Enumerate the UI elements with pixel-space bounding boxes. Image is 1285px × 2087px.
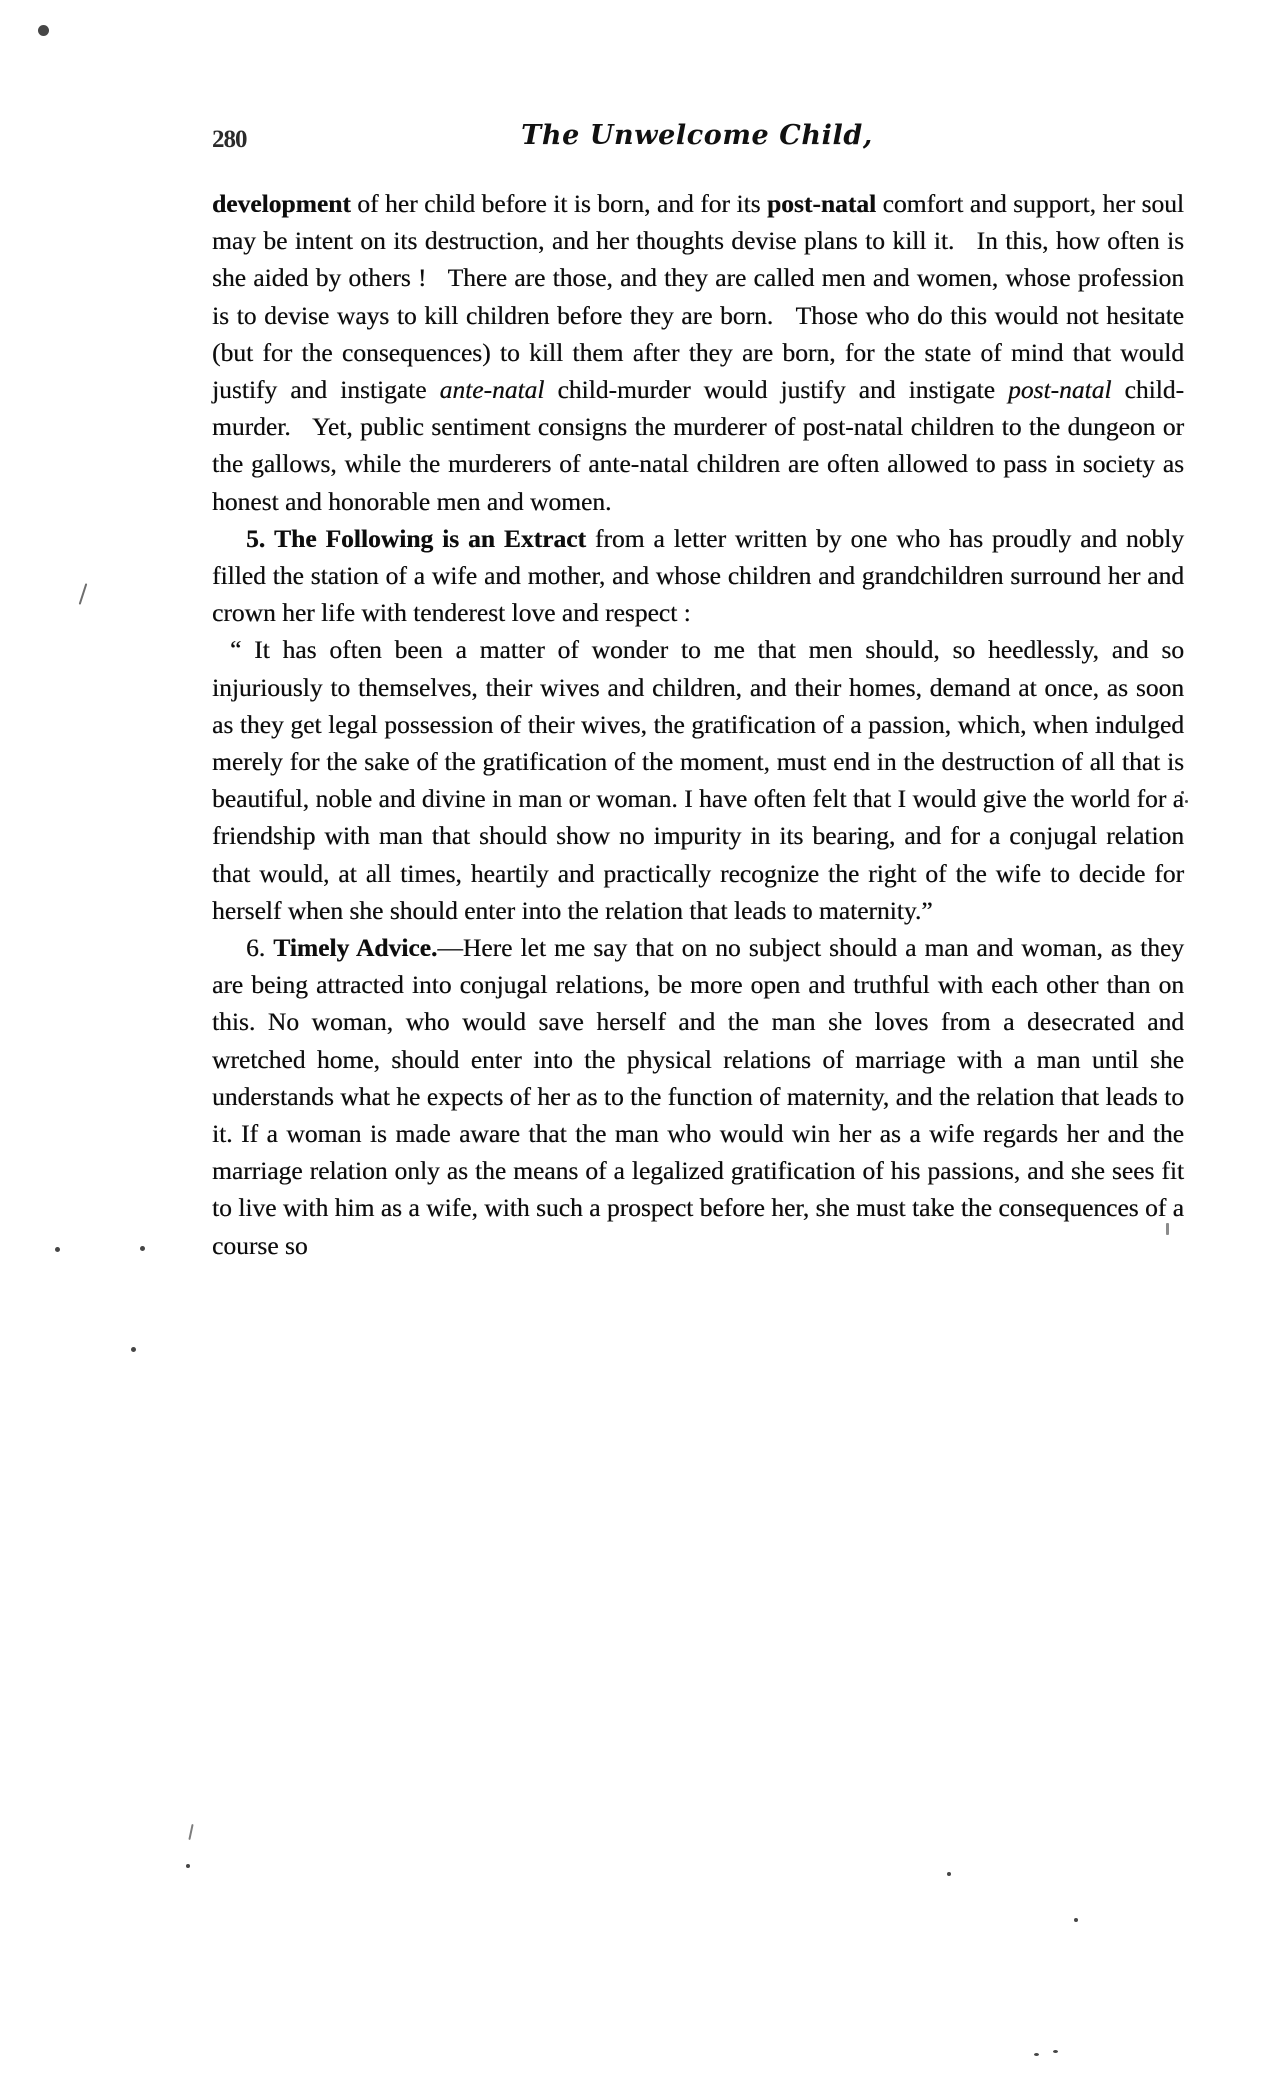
paragraph-continuation — [212, 185, 1184, 520]
page-speck — [1074, 1918, 1078, 1922]
page-speck — [947, 1872, 951, 1876]
spacer — [265, 524, 274, 553]
paragraph-text-3: child-murder would justify and instigate — [544, 375, 1009, 405]
page-number: 280 — [212, 126, 247, 153]
paragraph-lead-words: development — [212, 189, 351, 218]
paragraph-text-1: of her child before it is born, and for its — [350, 189, 767, 218]
section-number-5: 5. — [246, 523, 266, 553]
running-title: The Unwelcome Child, — [521, 120, 873, 151]
page-speck — [140, 1246, 145, 1251]
page-speck — [1034, 2053, 1039, 2056]
paragraph-text-4: child-murder. Yet, public sentiment consigns the murderer of post-natal children to the dungeon or the gallows, while the murderers of ante-natal children are often allowed to pass in society as honest and honorable men and women. — [212, 375, 1184, 516]
section-number-6: 6. — [246, 933, 266, 963]
page-speck — [131, 1347, 136, 1352]
page-speck — [188, 1824, 193, 1840]
body-text-column — [212, 185, 1184, 1264]
page-speck — [38, 25, 49, 36]
paragraph-quotation: “ It has often been a matter of wonder to me that men should, so heedlessly, and so injuriously to themselves, their wives and children, and their homes, demand at once, as soon as they get legal possession of their wives, the gratification of a passion, which, when indulged merely for the sake of the gratification of the moment, must end in the destruction of all that is beautiful, noble and divine in man or woman. I have often felt that I would give the world for a friendship with man that should show no impurity in its bearing, and for a conjugal relation that would, at all times, heartily and practically recognize the right of the wife to decide for herself when she should enter into the relation that leads to maternity.” — [212, 635, 1184, 925]
paragraph-text-bold-1: post-natal — [766, 189, 877, 218]
italic-term-post-natal: post-natal — [1008, 375, 1112, 405]
page-speck — [79, 583, 88, 605]
page-speck — [55, 1247, 60, 1252]
paragraph-section-5 — [212, 520, 1184, 632]
section-heading-5: The Following is an Extract — [274, 523, 586, 553]
section-heading-6: Timely Advice. — [273, 933, 438, 963]
page-speck — [1185, 800, 1188, 803]
section-body-6: —Here let me say that on no subject should a man and woman, as they are being attracted into conjugal relations, be more open and truthful with each other than on this. No woman, who would save herself and the man she loves from a desecrated and wretched home, should enter into the physical relations of marriage with a man until she understands what he expects of her as to the function of maternity, and the relation that leads to it. If a woman is made aware that the man who would win her as a wife regards her and the marriage relation only as the means of a legalized gratification of his passions, and she sees fit to live with him as a wife, with such a prospect before her, she must take the consequences of a course so — [212, 933, 1185, 1260]
section-body-5: from a letter written by one who has proudly and nobly filled the station of a wife and mother, and whose children and grandchildren surround her and crown her life with tenderest love and respect : — [212, 523, 1184, 628]
page-speck — [186, 1864, 190, 1868]
paragraph-text-2: comfort and support, her soul may be intent on its destruction, and her thoughts devise plans to kill it. In this, how often is she aided by others ! There are those, and they are called men and women, whose profession is to devise ways to kill children before they are born. Those who do this would not hesitate (but for the consequences) to kill them after they are born, for the state of mind that would justify and instigate — [212, 189, 1184, 405]
page-speck — [1053, 2050, 1058, 2053]
spacer — [265, 933, 273, 962]
italic-term-ante-natal: ante-natal — [439, 375, 545, 405]
page-header — [212, 120, 1182, 160]
paragraph-section-6 — [212, 929, 1184, 1264]
